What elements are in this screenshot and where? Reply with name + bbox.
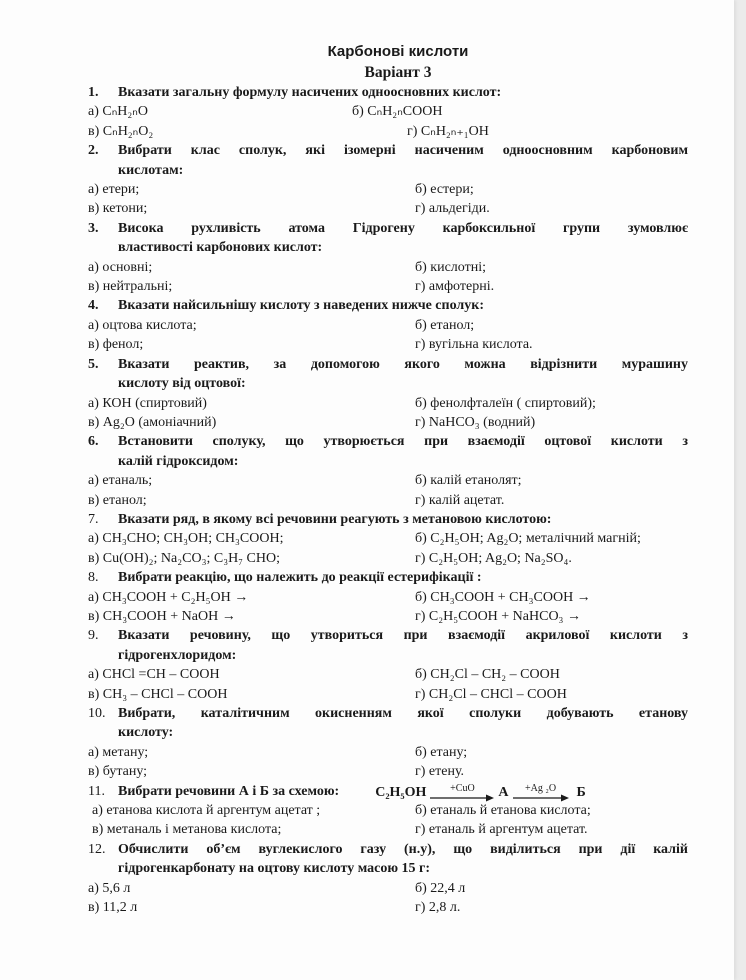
option-b: б) CₙH₂ₙCOOH <box>352 104 443 120</box>
option-v: в) Cu(OH)₂; Na₂CO₃; C₃H₇ CHO; <box>88 550 281 566</box>
scheme-arrow-1-label: +CuO <box>450 783 475 795</box>
question-1 <box>88 83 688 141</box>
option-g: г) 2,8 л. <box>415 900 461 916</box>
question-11 <box>88 782 688 840</box>
option-b: б) CH₂Cl – CH₂ – COOH <box>415 667 560 683</box>
scheme-start: C₂H₅OH <box>375 784 427 800</box>
option-a: а) етери; <box>88 182 140 198</box>
option-a: а) етанова кислота й аргентум ацетат ; <box>92 803 321 819</box>
page-title: Карбонові кислоти <box>327 43 469 60</box>
option-g: г) C₂H₅COOH + NaHCO₃ → <box>415 608 581 624</box>
arrow-right-icon <box>513 794 569 802</box>
question-5 <box>88 355 688 433</box>
question-text: Вказати ряд, в якому всі речовини реагують з метановою кислотою: <box>118 511 552 527</box>
question-8 <box>88 568 688 626</box>
question-text: Вказати загальну формулу насичених одноосновних кислот: <box>118 85 502 100</box>
option-g: г) етаналь й аргентум ацетат. <box>415 822 588 838</box>
document-content <box>88 42 688 917</box>
option-v: в) метаналь і метанова кислота; <box>92 822 282 838</box>
scheme-end: Б <box>576 784 586 800</box>
option-a: а) CH₃CHO; CH₃OH; CH₃COOH; <box>88 531 284 547</box>
option-b: б) етану; <box>415 744 468 760</box>
question-text-line2: гідрогенхлоридом: <box>118 647 237 663</box>
question-number: 8. <box>88 570 99 586</box>
option-v: в) нейтральні; <box>88 279 173 295</box>
question-text-line1: Вказати реактив, за допомогою якого можна відрізнити мурашину <box>118 356 688 372</box>
question-number: 12. <box>88 841 106 857</box>
question-text-line2: кислоту від оцтової: <box>118 376 246 392</box>
option-b: б) естери; <box>415 182 474 198</box>
question-text: Вказати найсильнішу кислоту з наведених нижче сполук: <box>118 298 484 314</box>
question-text-line2: гідрогенкарбонату на оцтову кислоту масою 15 г: <box>118 861 431 877</box>
option-a: а) оцтова кислота; <box>88 317 197 333</box>
option-b: б) етанол; <box>415 317 475 333</box>
question-text: Вибрати речовини А і Б за схемою: <box>118 783 340 799</box>
question-text-line1: Встановити сполуку, що утворюється при взаємодії оцтової кислоти з <box>118 434 688 450</box>
option-a: а) 5,6 л <box>88 880 131 896</box>
question-text: Вибрати реакцію, що належить до реакції естерифікації : <box>118 570 482 586</box>
option-v: в) 11,2 л <box>88 900 138 916</box>
option-a: а) основні; <box>88 259 153 275</box>
question-number: 2. <box>88 143 99 159</box>
question-number: 9. <box>88 628 99 644</box>
question-text-line2: кислотам: <box>118 162 184 178</box>
question-text-line1: Вибрати клас сполук, які ізомерні насиченим одноосновним карбоновим <box>118 143 688 159</box>
question-number: 11. <box>88 783 105 799</box>
scheme-mid: A <box>498 784 509 800</box>
option-b: б) C₂H₅OH; Ag₂O; металічний магній; <box>415 531 641 547</box>
option-a: а) КОН (спиртовий) <box>88 395 207 411</box>
option-g: г) амфотерні. <box>415 279 495 295</box>
question-number: 3. <box>88 220 99 236</box>
question-text-line2: калій гідроксидом: <box>118 453 239 469</box>
question-number: 1. <box>88 85 99 100</box>
option-v: в) CH₃ – CHCl – COOH <box>88 686 228 702</box>
question-9 <box>88 626 688 704</box>
option-g: г) CₙH₂ₙ₊₁OH <box>407 123 489 139</box>
option-v: в) фенол; <box>88 337 144 353</box>
option-g: г) NaHCO₃ (водний) <box>415 414 536 430</box>
question-text-line1: Вказати речовину, що утвориться при взаємодії акрилової кислоти з <box>118 628 688 644</box>
question-4 <box>88 296 688 354</box>
option-b: б) фенолфталеїн ( спиртовий); <box>415 395 596 411</box>
option-v: в) CH₃COOH + NaOH → <box>88 608 236 624</box>
question-text-line2: властивості карбонових кислот: <box>118 240 323 256</box>
reaction-scheme <box>375 783 586 802</box>
question-text-line1: Вибрати, каталітичним окисненням якої сполуки добувають етанову <box>118 706 688 721</box>
option-g: г) калій ацетат. <box>415 492 505 508</box>
question-10 <box>88 704 688 782</box>
option-v: в) етанол; <box>88 492 147 508</box>
scheme-arrow-2 <box>513 783 569 802</box>
option-g: г) вугільна кислота. <box>415 337 533 353</box>
option-a: а) CₙH₂ₙO <box>88 104 148 120</box>
option-v: в) бутану; <box>88 764 148 780</box>
scheme-arrow-2-label: +Ag ₂O <box>524 783 557 795</box>
variant-heading: Варіант 3 <box>364 64 432 81</box>
question-3 <box>88 219 688 297</box>
option-a: а) CH₃COOH + C₂H₅OH → <box>88 589 249 605</box>
question-text-line2: кислоту: <box>118 725 174 741</box>
option-a: а) метану; <box>88 744 149 760</box>
question-number: 6. <box>88 434 99 450</box>
question-number: 10. <box>88 706 106 721</box>
question-number: 4. <box>88 298 99 314</box>
option-b: б) етаналь й етанова кислота; <box>415 803 591 819</box>
option-g: г) C₂H₅OH; Ag₂O; Na₂SO₄. <box>415 550 572 566</box>
question-text-line1: Висока рухливість атома Гідрогену карбоксильної групи зумовлює <box>118 220 688 236</box>
option-g: г) CH₂Cl – CHCl – COOH <box>415 686 567 702</box>
option-a: а) CHCl =CH – COOH <box>88 667 220 683</box>
option-b: б) кислотні; <box>415 259 486 275</box>
option-b: б) 22,4 л <box>415 880 466 896</box>
question-6 <box>88 432 688 510</box>
option-g: г) етену. <box>415 764 465 780</box>
option-g: г) альдегіди. <box>415 201 490 217</box>
option-v: в) Ag₂O (амоніачний) <box>88 414 217 430</box>
option-b: б) CH₃COOH + CH₃COOH → <box>415 589 591 605</box>
question-7 <box>88 510 688 568</box>
question-text-line1: Обчислити об’єм вуглекислого газу (н.у), що виділиться при дії калій <box>118 841 688 857</box>
arrow-right-icon <box>430 794 494 802</box>
question-2 <box>88 141 688 219</box>
option-v: в) CₙH₂ₙO₂ <box>88 123 154 139</box>
option-v: в) кетони; <box>88 201 148 217</box>
question-number: 7. <box>88 511 99 527</box>
scheme-arrow-1 <box>430 783 494 802</box>
option-b: б) калій етанолят; <box>415 473 522 489</box>
question-number: 5. <box>88 356 99 372</box>
question-12 <box>88 840 688 918</box>
option-a: а) етаналь; <box>88 473 153 489</box>
